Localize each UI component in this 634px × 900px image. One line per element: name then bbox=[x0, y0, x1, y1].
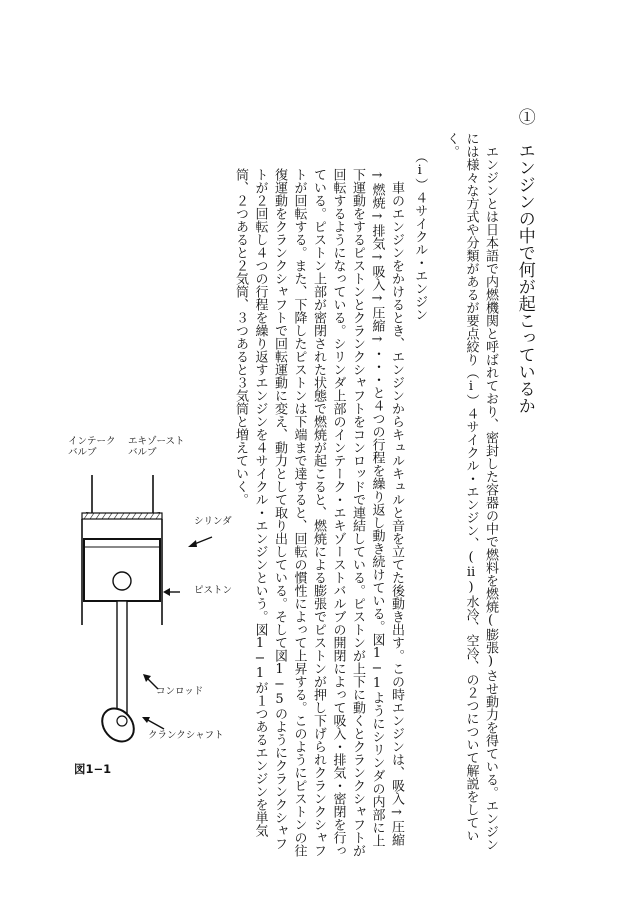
subsection-title: （ⅰ）４サイクル・エンジン bbox=[412, 150, 428, 321]
section-title: ① エンジンの中で何が起こっているか bbox=[514, 108, 535, 414]
piston-arrow-head bbox=[163, 588, 170, 596]
piston-body bbox=[84, 539, 160, 601]
figure-caption: 図1−1 bbox=[74, 762, 112, 776]
crankshaft-arrow bbox=[146, 719, 164, 729]
connecting-rod bbox=[117, 601, 127, 717]
intake-valve-label: インテーク バルブ bbox=[68, 436, 116, 458]
piston-pin bbox=[113, 572, 131, 590]
crankshaft-label: クランクシャフト bbox=[148, 730, 224, 741]
crank-pin bbox=[117, 716, 127, 726]
piston-label: ピストン bbox=[194, 585, 233, 596]
body-paragraph: 車のエンジンをかけるとき、エンジンからキュルキュルと音を立てた後動き出す。この時エンジンは、吸入→圧縮→燃焼→排気→吸入→圧縮→・・・と４つの行程を繰り返し動き続けている。図1−1ようにシリンダの内部に上下運動をするピストンとクランクシャフトをコンロッドで連結している。ピストンが上下に動くとクランクシャフトが回転するようになっている。シリンダ上部のインテーク・エキゾーストバルブの開閉によって吸入・排気・密閉を行っている。ピストン上部が密閉された状態で燃焼が起こると、燃焼による膨張でピストンが押し下げられクランクシャフトが回転する。また、下降したピストンは下端まで達すると、回転の慣性によって上昇する。このようにピストンの往復運動をクランクシャフトで回転運動に変え、動力として取り出している。そして図1−5のようにクランクシャフトが２回転し４つの行程を繰り返すエンジンを４サイクル・エンジンという。図1−1が１つあるエンジンを単気筒、２つあると２気筒、３つあると３気筒と増えていく。 bbox=[233, 168, 404, 857]
crank-web bbox=[96, 702, 141, 748]
cylinder-label: シリンダ bbox=[194, 516, 232, 527]
conrod-label: コンロッド bbox=[156, 686, 204, 697]
intro-paragraph: エンジンとは日本語で内燃機関と呼ばれており、密封した容器の中で燃料を燃焼(膨張)させ動力を得ている。エンジンには様々な方式や分類があるが要点絞り（ⅰ）４サイクル・エンジン、(ⅱ)水冷、空冷、の２つについて解説をしていく。 bbox=[444, 132, 498, 851]
engine-diagram bbox=[60, 436, 260, 785]
cylinder-arrow-head bbox=[188, 540, 197, 547]
exhaust-valve-label: エキゾースト バルブ bbox=[128, 436, 185, 458]
